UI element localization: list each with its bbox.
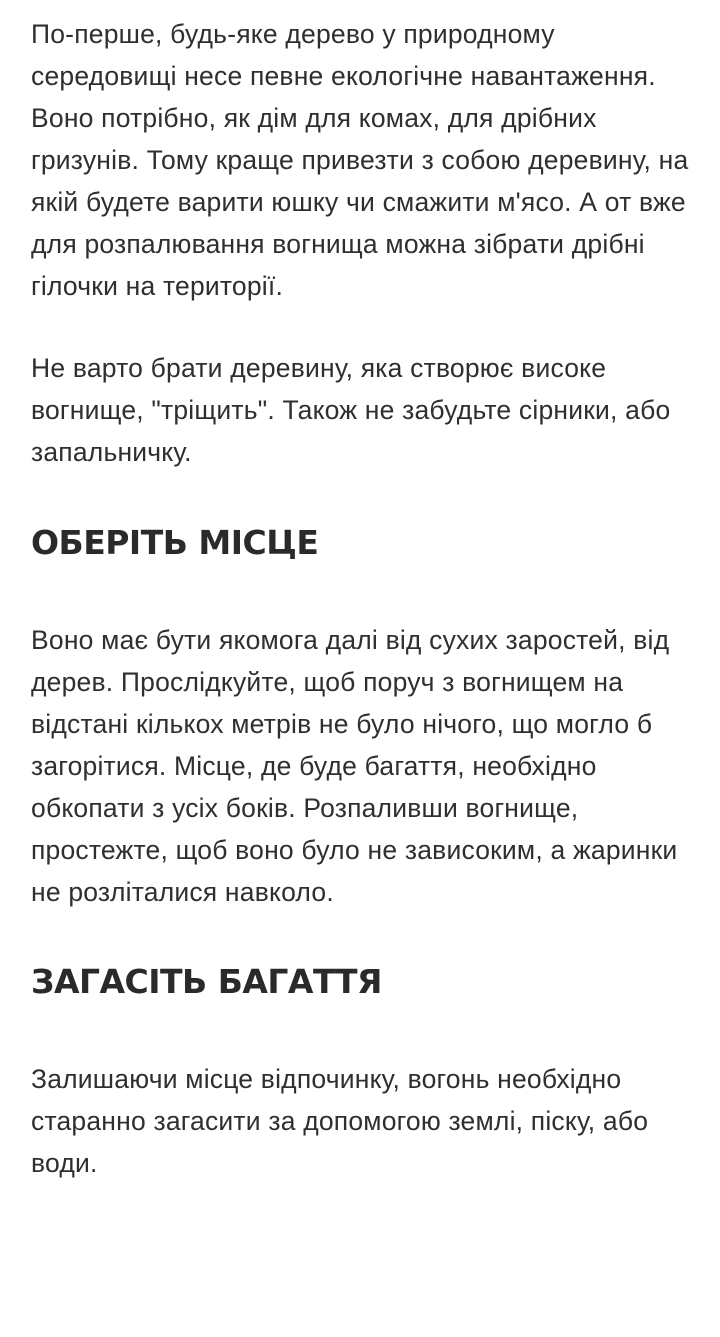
paragraph-matches: Не варто брати деревину, яка створює високе вогнище, "тріщить". Також не забудьте сірники, або запальничку. <box>31 353 671 467</box>
heading-extinguish-fire: ЗАГАСІТЬ БАГАТТЯ <box>31 962 382 1001</box>
paragraph-place: Воно має бути якомога далі від сухих заростей, від дерев. Прослідкуйте, щоб поруч з вогнищем на відстані кількох метрів не було нічого, що могло б загорітися. Місце, де буде багаття, необхідно обкопати з усіх боків. Розпаливши вогнище, простежте, щоб воно було не зависоким, а жаринки не розліталися навколо. <box>31 625 678 907</box>
paragraph-extinguish: Залишаючи місце відпочинку, вогонь необхідно старанно загасити за допомогою землі, піску, або води. <box>31 1064 649 1178</box>
article-body <box>31 13 691 1184</box>
paragraph-firewood: По-перше, будь-яке дерево у природному середовищі несе певне екологічне навантаження. Воно потрібно, як дім для комах, для дрібних гризунів. Тому краще привезти з собою деревину, на якій будете варити юшку чи смажити м'ясо. А от вже для розпалювання вогнища можна зібрати дрібні гілочки на території. <box>31 19 689 301</box>
heading-choose-place: ОБЕРІТЬ МІСЦЕ <box>31 523 319 562</box>
